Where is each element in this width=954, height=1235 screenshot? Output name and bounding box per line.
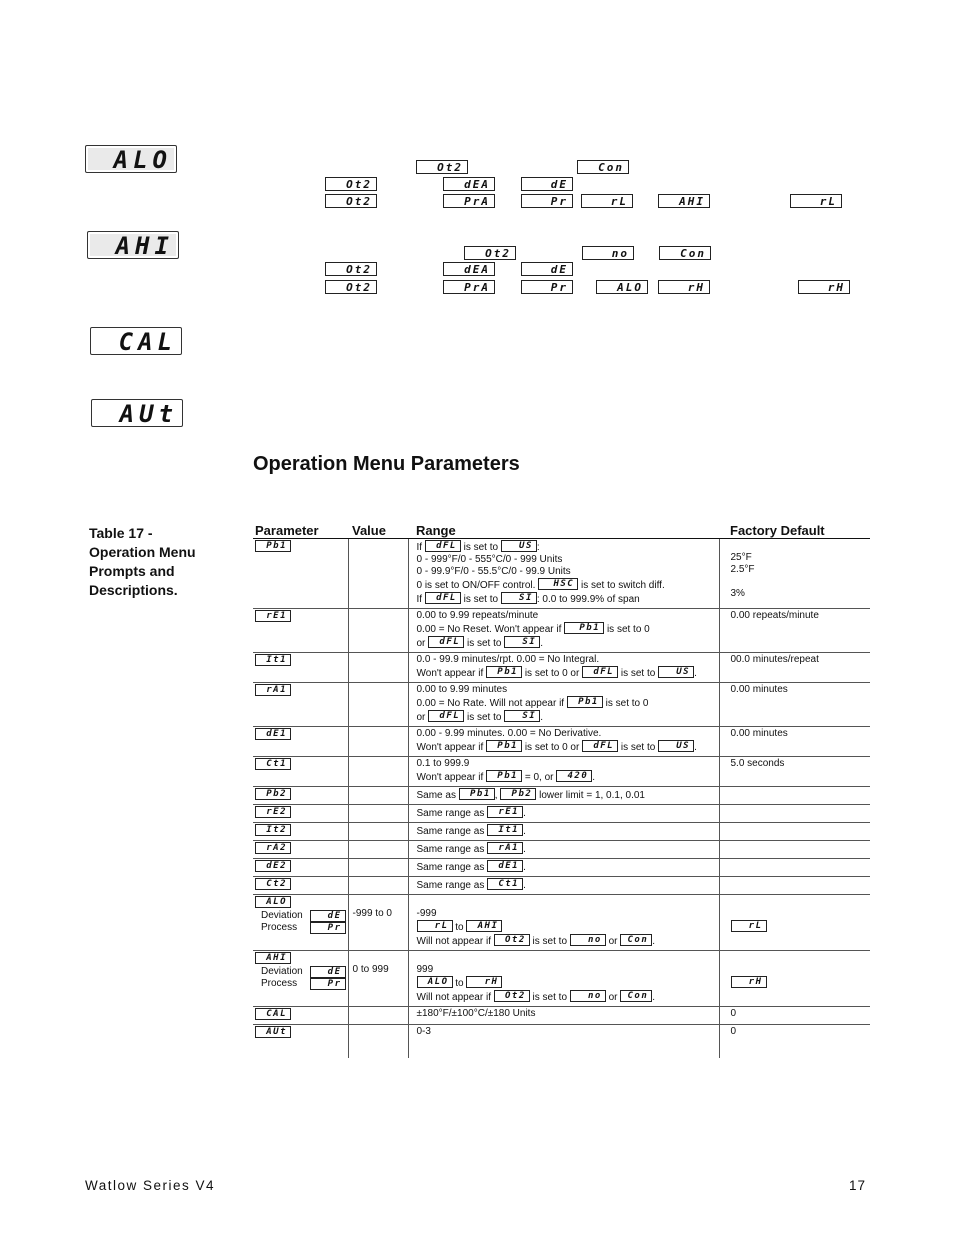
section-heading: Operation Menu Parameters — [253, 453, 520, 475]
cal-display-large: CAL — [90, 327, 182, 355]
table-row — [253, 1025, 870, 1059]
prompt-pr: Pr — [310, 922, 346, 934]
ot2-prompt: Ot2 — [325, 177, 377, 191]
range-text: = 0, or — [524, 772, 554, 783]
prompt-no: no — [570, 934, 606, 946]
range-text: Same range as — [416, 808, 485, 819]
prompt-us: US — [658, 740, 694, 752]
range-text: is set to — [463, 594, 499, 605]
alo-display-large: ALO — [85, 145, 177, 173]
range-text: If — [416, 542, 423, 553]
prompt-dfl: dFL — [428, 636, 464, 648]
prompt-de: dE — [310, 910, 346, 922]
value-range: 0 to 999 — [352, 964, 389, 975]
prompt-re1: rE1 — [487, 806, 523, 818]
default-value: 00.0 minutes/repeat — [730, 654, 819, 665]
prompt-aut: AUt — [255, 1026, 291, 1038]
default-value: 5.0 seconds — [730, 758, 785, 769]
dea-prompt: dEA — [443, 262, 495, 276]
table-row — [253, 859, 870, 877]
range-text: or — [416, 712, 426, 723]
prompt-rl: rL — [417, 920, 453, 932]
range-text: If — [416, 594, 423, 605]
prompt-dfl: dFL — [582, 666, 618, 678]
range-text: 0 - 99.9°F/0 - 55.5°C/0 - 99.9 Units — [416, 566, 571, 577]
range-text: 0.00 - 9.99 minutes. 0.00 = No Derivative. — [416, 728, 602, 739]
table-row — [253, 1007, 870, 1025]
prompt-dfl: dFL — [425, 592, 461, 604]
table-row — [253, 683, 870, 727]
range-text: is set to — [466, 638, 502, 649]
table-row — [253, 727, 870, 757]
table-row — [253, 951, 870, 1007]
header-range: Range — [408, 521, 719, 539]
default-value: 0.00 minutes — [730, 684, 788, 695]
range-text: to — [455, 922, 464, 933]
header-value: Value — [348, 521, 408, 539]
table-row — [253, 895, 870, 951]
prompt-pb1: Pb1 — [486, 666, 522, 678]
table-row — [253, 609, 870, 653]
aut-display-large: AUt — [91, 399, 183, 427]
range-text: is set to 0 or — [524, 742, 580, 753]
prompt-ct1: Ct1 — [487, 878, 523, 890]
deviation-label: Deviation — [261, 910, 303, 921]
prompt-it1: It1 — [487, 824, 523, 836]
dea-prompt: dEA — [443, 177, 495, 191]
process-label: Process — [261, 922, 298, 933]
range-text: . — [540, 638, 543, 649]
table-row — [253, 787, 870, 805]
prompt-ra1: rA1 — [255, 684, 291, 696]
prompt-pb1: Pb1 — [486, 740, 522, 752]
pr-prompt: Pr — [521, 280, 573, 294]
prompt-con: Con — [620, 934, 652, 946]
range-text: Will not appear if — [416, 936, 491, 947]
ahi-prompt: AHI — [658, 194, 710, 208]
process-label: Process — [261, 978, 298, 989]
ot2-prompt: Ot2 — [416, 160, 468, 174]
range-text: . — [523, 862, 526, 873]
table-row — [253, 539, 870, 609]
prompt-ra2: rA2 — [255, 842, 291, 854]
range-text: Same range as — [416, 862, 485, 873]
range-text: 0.1 to 999.9 — [416, 758, 470, 769]
rl-prompt: rL — [581, 194, 633, 208]
range-text: is set to switch diff. — [580, 580, 665, 591]
prompt-dfl: dFL — [582, 740, 618, 752]
range-text: or — [608, 936, 618, 947]
de-prompt: dE — [521, 262, 573, 276]
operation-menu-table — [253, 521, 870, 1058]
range-text: 0.00 = No Reset. Won't appear if — [416, 624, 562, 635]
range-text: 0.00 to 9.99 repeats/minute — [416, 610, 539, 621]
default-rl: rL — [731, 920, 767, 932]
table-row — [253, 841, 870, 859]
table-header-row — [253, 521, 870, 539]
prompt-si: SI — [501, 592, 537, 604]
prompt-dfl: dFL — [428, 710, 464, 722]
range-text: . — [592, 772, 596, 783]
range-text: Won't appear if — [416, 668, 484, 679]
default-rh: rH — [731, 976, 767, 988]
range-text: to — [455, 978, 464, 989]
pra-prompt: PrA — [443, 280, 495, 294]
range-text: lower limit = 1, 0.1, 0.01 — [539, 790, 645, 801]
alo-prompt: ALO — [596, 280, 648, 294]
prompt-ahi: AHI — [466, 920, 502, 932]
range-text: is set to 0 — [606, 624, 650, 635]
range-text: . — [652, 992, 656, 1003]
prompt-si: SI — [504, 636, 540, 648]
range-text: 0 is set to ON/OFF control. — [416, 580, 536, 591]
prompt-alo: ALO — [417, 976, 453, 988]
range-text: is set to — [466, 712, 502, 723]
prompt-it1: It1 — [255, 654, 291, 666]
range-text: , — [494, 790, 498, 801]
range-text: . — [523, 880, 526, 891]
rh-prompt: rH — [658, 280, 710, 294]
range-text: Won't appear if — [416, 772, 484, 783]
prompt-it2: It2 — [255, 824, 291, 836]
default-value: 0 — [730, 1008, 737, 1019]
prompt-ct2: Ct2 — [255, 878, 291, 890]
prompt-us: US — [501, 540, 537, 552]
header-factory-default: Factory Default — [719, 521, 870, 539]
range-text: ±180°F/±100°C/±180 Units — [416, 1008, 536, 1019]
range-text: is set to — [532, 936, 568, 947]
prompt-pb1: Pb1 — [255, 540, 291, 552]
prompt-ahi: AHI — [255, 952, 291, 964]
prompt-pb1: Pb1 — [567, 696, 603, 708]
prompt-ct1: Ct1 — [255, 758, 291, 770]
prompt-pb2: Pb2 — [500, 788, 536, 800]
prompt-420: 420 — [556, 770, 592, 782]
prompt-pb1: Pb1 — [486, 770, 522, 782]
value-range: -999 to 0 — [352, 908, 392, 919]
range-text: : 0.0 to 999.9% of span — [536, 594, 640, 605]
ot2-prompt: Ot2 — [464, 246, 516, 260]
range-text: . — [694, 668, 697, 679]
range-text: Same range as — [416, 880, 485, 891]
range-text: is set to — [620, 668, 656, 679]
default-value: 25°F — [730, 552, 752, 563]
range-text: 0.0 - 99.9 minutes/rpt. 0.00 = No Integral. — [416, 654, 600, 665]
range-text: . — [540, 712, 543, 723]
prompt-de1: dE1 — [255, 728, 291, 740]
range-text: is set to — [463, 542, 499, 553]
prompt-hsc: HSC — [538, 578, 578, 590]
prompt-alo: ALO — [255, 896, 291, 908]
range-text: 0.00 = No Rate. Will not appear if — [416, 698, 565, 709]
prompt-ot2: Ot2 — [494, 990, 530, 1002]
range-text: is set to 0 — [605, 698, 649, 709]
range-text: Same range as — [416, 826, 485, 837]
prompt-con: Con — [620, 990, 652, 1002]
range-text: Same as — [416, 790, 456, 801]
prompt-pr: Pr — [310, 978, 346, 990]
prompt-us: US — [658, 666, 694, 678]
range-text: -999 — [416, 908, 437, 919]
de-prompt: dE — [521, 177, 573, 191]
prompt-dfl: dFL — [425, 540, 461, 552]
prompt-de1: dE1 — [487, 860, 523, 872]
default-value: 0 — [730, 1026, 737, 1037]
prompt-cal: CAL — [255, 1008, 291, 1020]
range-text: . — [694, 742, 697, 753]
table-row — [253, 757, 870, 787]
table-row — [253, 877, 870, 895]
prompt-ra1: rA1 — [487, 842, 523, 854]
prompt-rh: rH — [466, 976, 502, 988]
page-number: 17 — [849, 1178, 867, 1193]
range-text: . — [523, 808, 526, 819]
prompt-no: no — [570, 990, 606, 1002]
range-text: Will not appear if — [416, 992, 491, 1003]
default-value: 0.00 repeats/minute — [730, 610, 819, 621]
deviation-label: Deviation — [261, 966, 303, 977]
rl-prompt: rL — [790, 194, 842, 208]
table-row — [253, 805, 870, 823]
range-text: is set to — [532, 992, 568, 1003]
range-text: 0 - 999°F/0 - 555°C/0 - 999 Units — [416, 554, 563, 565]
range-text: 999 — [416, 964, 434, 975]
con-prompt: Con — [659, 246, 711, 260]
prompt-si: SI — [504, 710, 540, 722]
pr-prompt: Pr — [521, 194, 573, 208]
table-row — [253, 823, 870, 841]
table-row — [253, 653, 870, 683]
range-text: 0.00 to 9.99 minutes — [416, 684, 508, 695]
ot2-prompt: Ot2 — [325, 280, 377, 294]
range-text: . — [523, 844, 526, 855]
footer-title: Watlow Series V4 — [85, 1178, 216, 1193]
range-text: is set to — [620, 742, 656, 753]
con-prompt: Con — [577, 160, 629, 174]
default-value: 3% — [730, 588, 745, 599]
no-prompt: no — [582, 246, 634, 260]
range-text: or — [608, 992, 618, 1003]
table-caption: Table 17 - Operation Menu Prompts and Descriptions. — [89, 525, 196, 598]
range-text: . — [652, 936, 656, 947]
range-text: 0-3 — [416, 1026, 431, 1037]
range-text: Won't appear if — [416, 742, 484, 753]
prompt-re1: rE1 — [255, 610, 291, 622]
prompt-pb2: Pb2 — [255, 788, 291, 800]
ot2-prompt: Ot2 — [325, 194, 377, 208]
header-parameter: Parameter — [253, 521, 348, 539]
prompt-pb1: Pb1 — [459, 788, 495, 800]
ahi-display-large: AHI — [87, 231, 179, 259]
rh-prompt: rH — [798, 280, 850, 294]
pra-prompt: PrA — [443, 194, 495, 208]
default-value: 0.00 minutes — [730, 728, 788, 739]
range-text: Same range as — [416, 844, 485, 855]
ot2-prompt: Ot2 — [325, 262, 377, 276]
range-text: : — [536, 542, 540, 553]
prompt-pb1: Pb1 — [564, 622, 604, 634]
range-text: is set to 0 or — [524, 668, 580, 679]
range-text: or — [416, 638, 426, 649]
prompt-ot2: Ot2 — [494, 934, 530, 946]
prompt-de: dE — [310, 966, 346, 978]
default-value: 2.5°F — [730, 564, 755, 575]
prompt-re2: rE2 — [255, 806, 291, 818]
range-text: . — [523, 826, 526, 837]
prompt-de2: dE2 — [255, 860, 291, 872]
